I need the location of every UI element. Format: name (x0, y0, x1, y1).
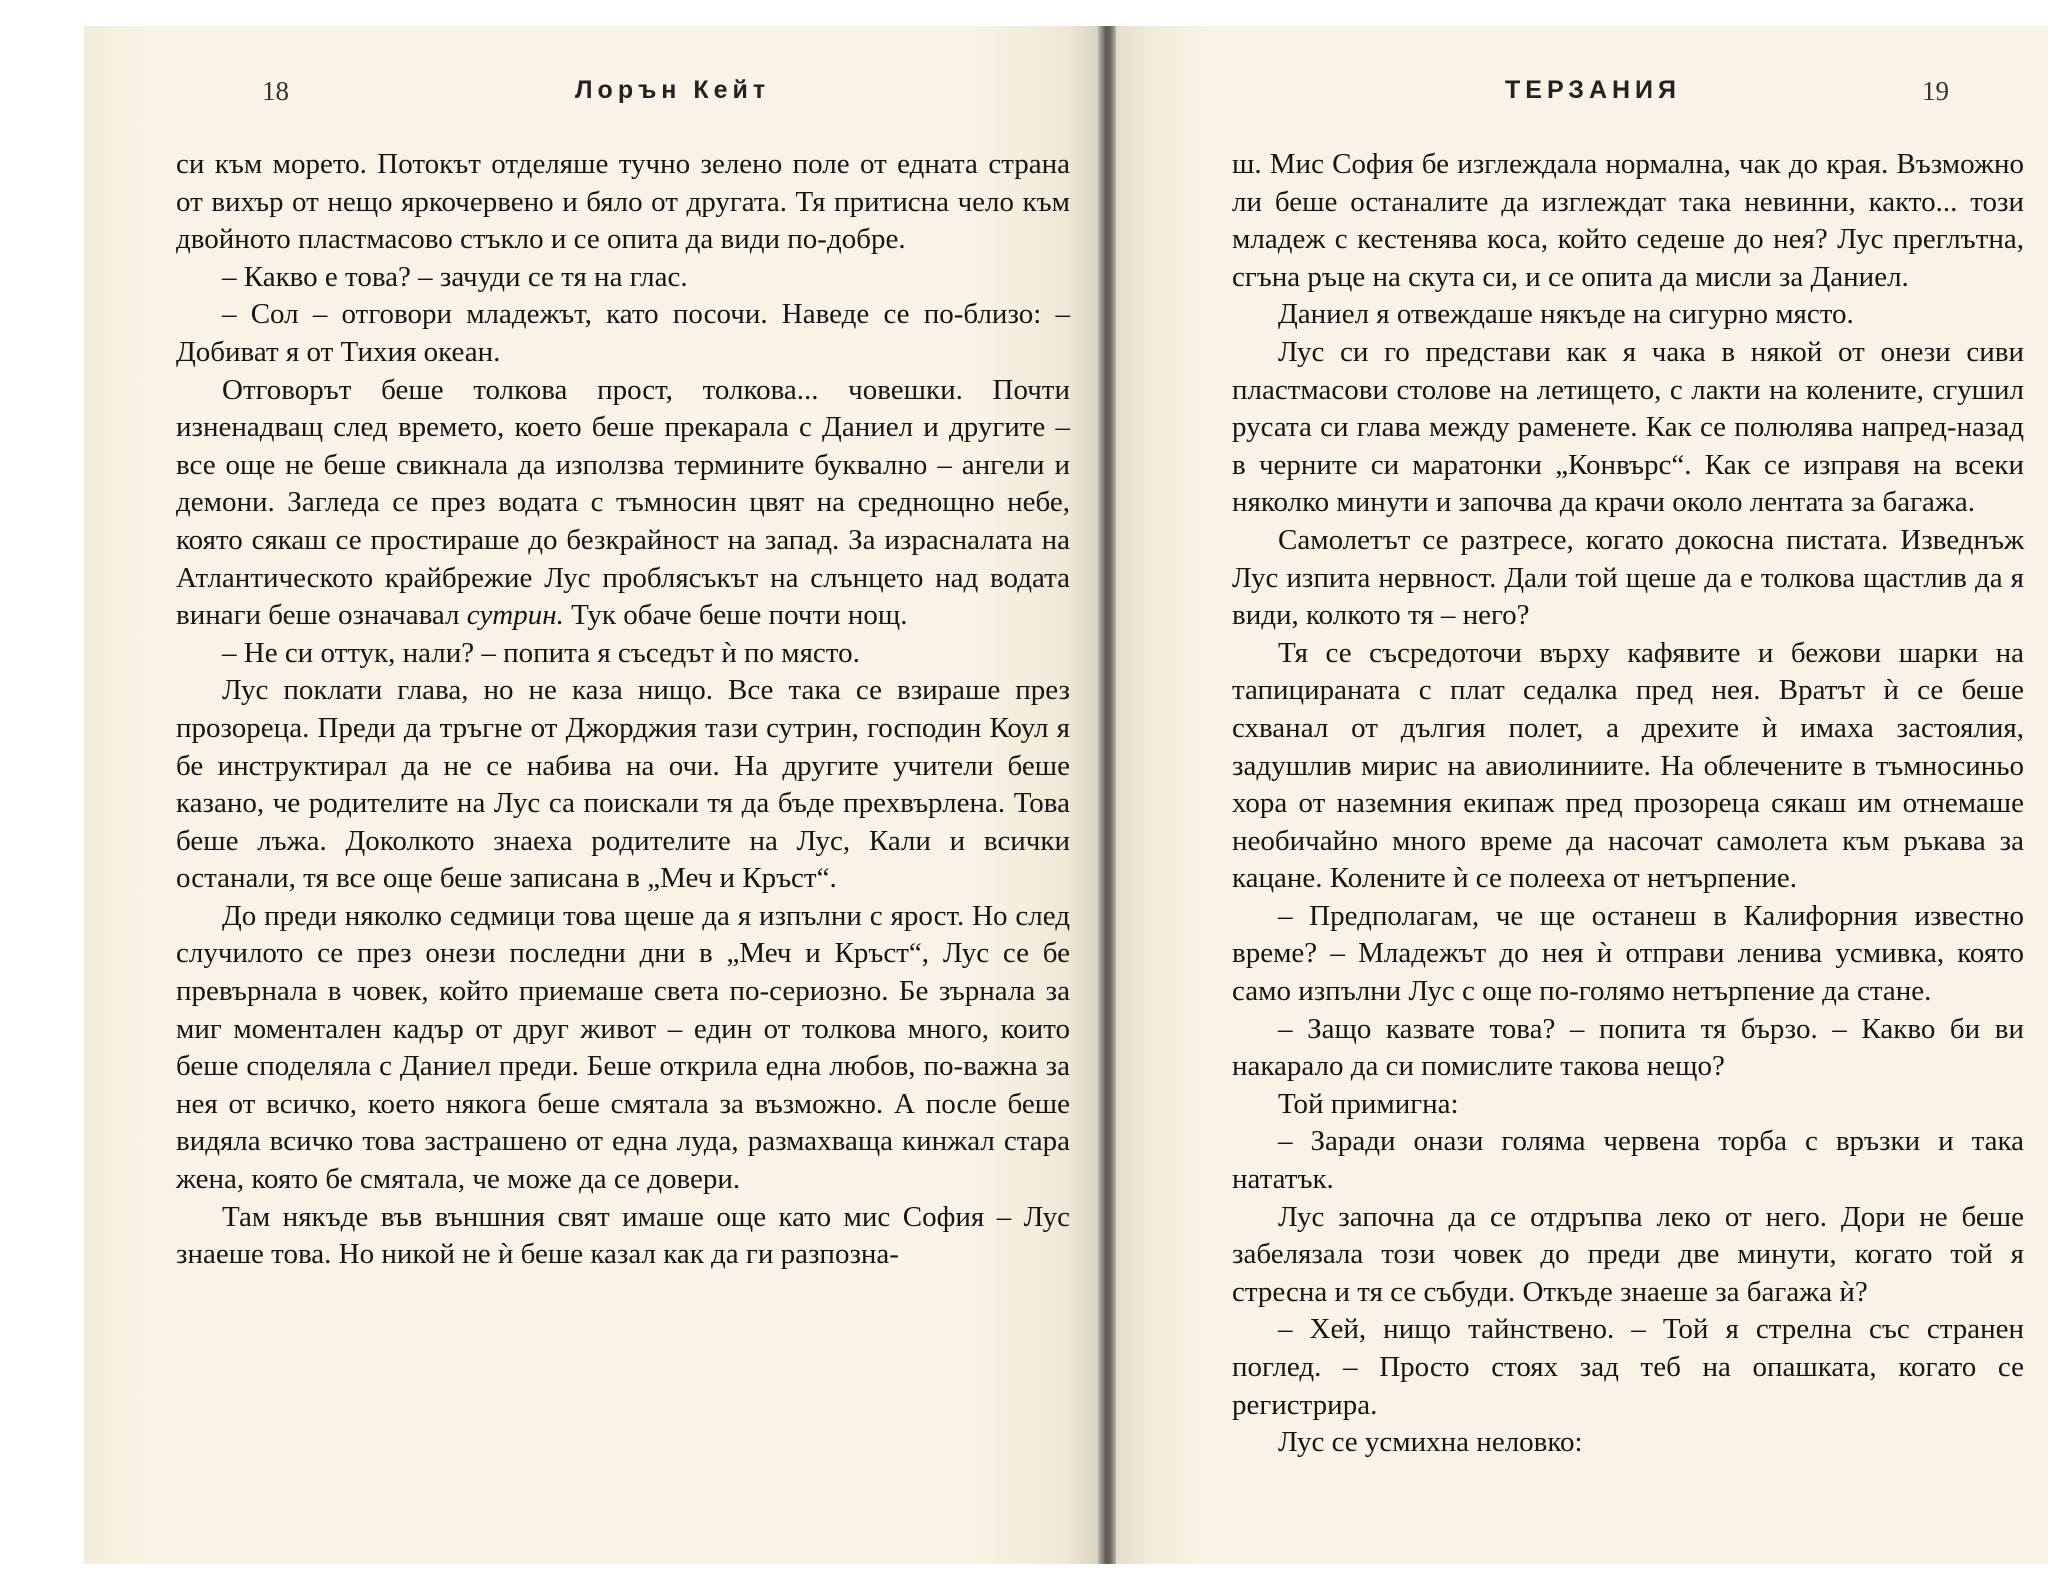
paragraph: Даниел я отвеждаше някъде на сигурно място. (1278, 298, 1854, 331)
paragraph-text-end: Тук обаче беше почти нощ. (563, 599, 908, 632)
italic-word: сутрин. (466, 599, 564, 632)
left-page-number: 18 (262, 76, 289, 106)
paragraph: Лус поклати глава, но не каза нищо. Все така се взираше през прозореца. Преди да тръгне от Джорджия тази сутрин, господин Коул я бе инструктирал да не се набива на очи. На другите учители беше казано, че родителите на Лус са поискали тя да бъде прехвърлена. Това беше лъжа. Доколкото знаеха родителите на Лус, Кали и всички останали, тя все още беше записана в „Меч и Кръст“. (176, 674, 1070, 895)
paragraph: Лус започна да се отдръпва леко от него. Дори не беше забелязала този човек до преди две минути, когато той я стресна и тя се събуди. Откъде знаеше за багажа ѝ? (1232, 1200, 2024, 1308)
paragraph: – Защо казвате това? – попита тя бързо. – Какво би ви накарало да си помислите такова нещо? (1232, 1012, 2024, 1083)
paragraph: Тя се съсредоточи върху кафявите и бежови шарки на тапицираната с плат седалка пред нея. Вратът ѝ се беше схванал от дългия полет, а дрехите ѝ имаха застоялия, задушлив мирис на авиолиниите. На облечените в тъмносиньо хора от наземния екипаж пред прозореца сякаш им отнемаше необичайно много време да насочат самолета към ръкава за кацане. Колените ѝ се полееха от нетърпение. (1232, 636, 2024, 895)
paragraph: – Сол – отговори младежът, като посочи. Наведе се по-близо: – Добиват я от Тихия океан. (176, 298, 1070, 368)
paragraph: ш. Мис София бе изглеждала нормална, чак до края. Възможно ли беше останалите да изглеждат така невинни, както... този младеж с кестенява коса, който седеше до нея? Лус преглътна, сгъна ръце на скута си, и се опита да мисли за Даниел. (1232, 148, 2024, 293)
paragraph: – Хей, нищо тайнствено. – Той я стрелна със странен поглед. – Просто стоях зад теб на опашката, когато се регистрира. (1232, 1313, 2024, 1421)
paragraph: Лус се усмихна неловко: (1278, 1426, 1583, 1459)
right-page-number: 19 (1922, 76, 1949, 106)
paragraph: – Не си оттук, нали? – попита я съседът ѝ по място. (222, 636, 860, 669)
paragraph: – Заради онази голяма червена торба с връзки и така нататък. (1232, 1125, 2024, 1196)
right-running-head: ТЕРЗАНИЯ (1505, 76, 1681, 104)
book-gutter (1098, 26, 1116, 1564)
paragraph: си към морето. Потокът отделяше тучно зелено поле от едната страна от вихър от нещо яркочервено и бяло от другата. Тя притисна чело към двойното пластмасово стъкло и се опита да види по-добре. (176, 148, 1070, 256)
paragraph: Самолетът се разтресе, когато докосна пистата. Изведнъж Лус изпита нервност. Дали той щеше да е толкова щастлив да я види, колкото тя – него? (1232, 523, 2024, 632)
paragraph: До преди няколко седмици това щеше да я изпълни с ярост. Но след случилото се през онези последни дни в „Меч и Кръст“, Лус се бе превърнала в човек, който приемаше света по-сериозно. Бе зърнала за миг моментален кадър от друг живот – един от толкова много, които беше споделяла с Даниел преди. Беше открила една любов, по-важна за нея от всичко, което някога беше смятала за възможно. А после беше видяла всичко това застрашено от една луда, размахваща кинжал стара жена, която бе смятала, че може да се довери. (176, 899, 1070, 1196)
left-page-text (176, 146, 1070, 1274)
left-running-head: Лорън Кейт (575, 76, 771, 104)
paragraph (176, 372, 1070, 635)
paragraph: Лус си го представи как я чака в някой от онези сиви пластмасови столове на летището, с лакти на колените, сгушил русата си глава между раменете. Как се полюлява напред-назад в черните си маратонки „Конвърс“. Как се изправя на всеки няколко минути и започва да крачи около лентата за багажа. (1232, 335, 2024, 519)
paragraph: Там някъде във външния свят имаше още като мис София – Лус знаеше това. Но никой не ѝ беше казал как да ги разпозна- (176, 1200, 1070, 1271)
paragraph-text: Отговорът беше толкова прост, толкова... човешки. Почти изненадващ след времето, което беше прекарала с Даниел и другите – все още не беше свикнала да използва термините буквално – ангели и демони. Загледа се през водата с тъмносин цвят на среднощно небе, която сякаш се простираше до безкрайност на запад. За израсналата на Атлантическото крайбрежие Лус проблясъкът на слънцето над водата винаги беше означавал (176, 373, 1070, 632)
right-page-text (1232, 146, 2024, 1462)
paragraph: – Предполагам, че ще останеш в Калифорния известно време? – Младежът до нея ѝ отправи ленива усмивка, която само изпълни Лус с още по-голямо нетърпение да стане. (1232, 899, 2024, 1008)
paragraph: Той примигна: (1278, 1087, 1459, 1120)
paragraph: – Какво е това? – зачуди се тя на глас. (222, 260, 688, 293)
